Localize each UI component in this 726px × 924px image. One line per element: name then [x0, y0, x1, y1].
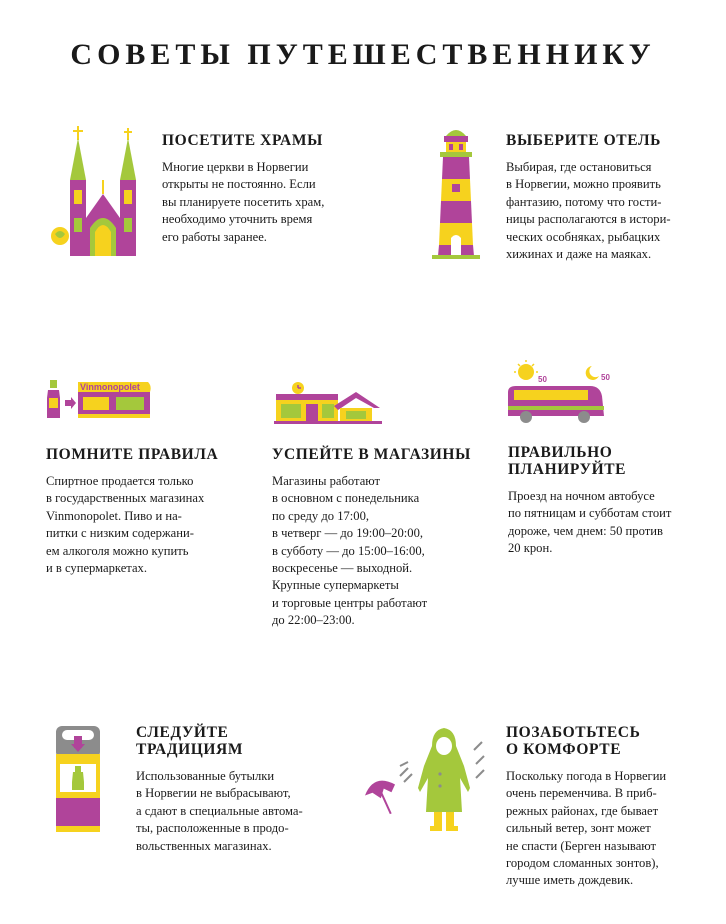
tip-title: ПОЗАБОТЬТЕСЬ О КОМФОРТЕ: [506, 724, 641, 758]
tip-title: ПОСЕТИТЕ ХРАМЫ: [162, 132, 323, 149]
tip-text: Поскольку погода в Норвегии очень переменчива. В приб- режных районах, где бывает сильный ветер, зонт может не спасти (Берген называют городом сломанных зонтов), лучше иметь дождевик.: [506, 769, 667, 888]
page-title: СОВЕТЫ ПУТЕШЕСТВЕННИКУ: [70, 38, 656, 71]
church-icon: [50, 124, 146, 262]
bus-icon: [504, 360, 624, 430]
tip-text: Магазины работают в основном с понедельника по среду до 17:00, в четверг — до 19:00–20:00, в субботу — до 15:00–16:00, воскресенье — выходной. Крупные супермаркеты и торговые центры работают до 22:00–23:00.: [272, 474, 428, 628]
tip-title: ПОМНИТЕ ПРАВИЛА: [46, 446, 219, 463]
tip-traditions: [136, 724, 336, 855]
tip-temples: [162, 132, 362, 246]
tip-shops: [272, 446, 482, 630]
tip-text: Проезд на ночном автобусе по пятницам и субботам стоит дороже, чем днем: 50 против 20 крон.: [508, 489, 672, 556]
raincoat-icon: [360, 726, 496, 838]
tip-text: Многие церкви в Норвегии открыты не постоянно. Если вы планируете посетить храм, необходимо уточнить время его работы заранее.: [162, 160, 325, 244]
tip-title: ВЫБЕРИТЕ ОТЕЛЬ: [506, 132, 661, 149]
price-night: 50: [601, 373, 610, 382]
tip-title: ПРАВИЛЬНО ПЛАНИРУЙТЕ: [508, 444, 627, 478]
tip-comfort: [506, 724, 720, 890]
store-sign-text: Vinmonopolet: [80, 382, 140, 392]
tip-plan: [508, 444, 718, 558]
tip-text: Выбирая, где остановиться в Норвегии, можно проявить фантазию, потому что гости- ницы располагаются в истори- ческих особняках, рыбацких хижинах и даже на маяках.: [506, 160, 671, 262]
bottle-machine-icon: [52, 724, 108, 834]
tip-text: Использованные бутылки в Норвегии не выбрасывают, а сдают в специальные автома- ты, расположенные в продо- вольственных магазинах.: [136, 769, 303, 853]
tip-rules: [46, 446, 246, 577]
tip-title: УСПЕЙТЕ В МАГАЗИНЫ: [272, 446, 471, 463]
tip-hotel: [506, 132, 716, 263]
price-day: 50: [538, 375, 547, 384]
shop-icon: [274, 380, 384, 424]
tip-text: Спиртное продается только в государственных магазинах Vinmonopolet. Пиво и на- питки с низким содержани- ем алкоголя можно купить и в супермаркетах.: [46, 474, 205, 576]
liquor-store-icon: [46, 376, 154, 420]
tip-title: СЛЕДУЙТЕ ТРАДИЦИЯМ: [136, 724, 244, 758]
lighthouse-icon: [426, 122, 486, 262]
